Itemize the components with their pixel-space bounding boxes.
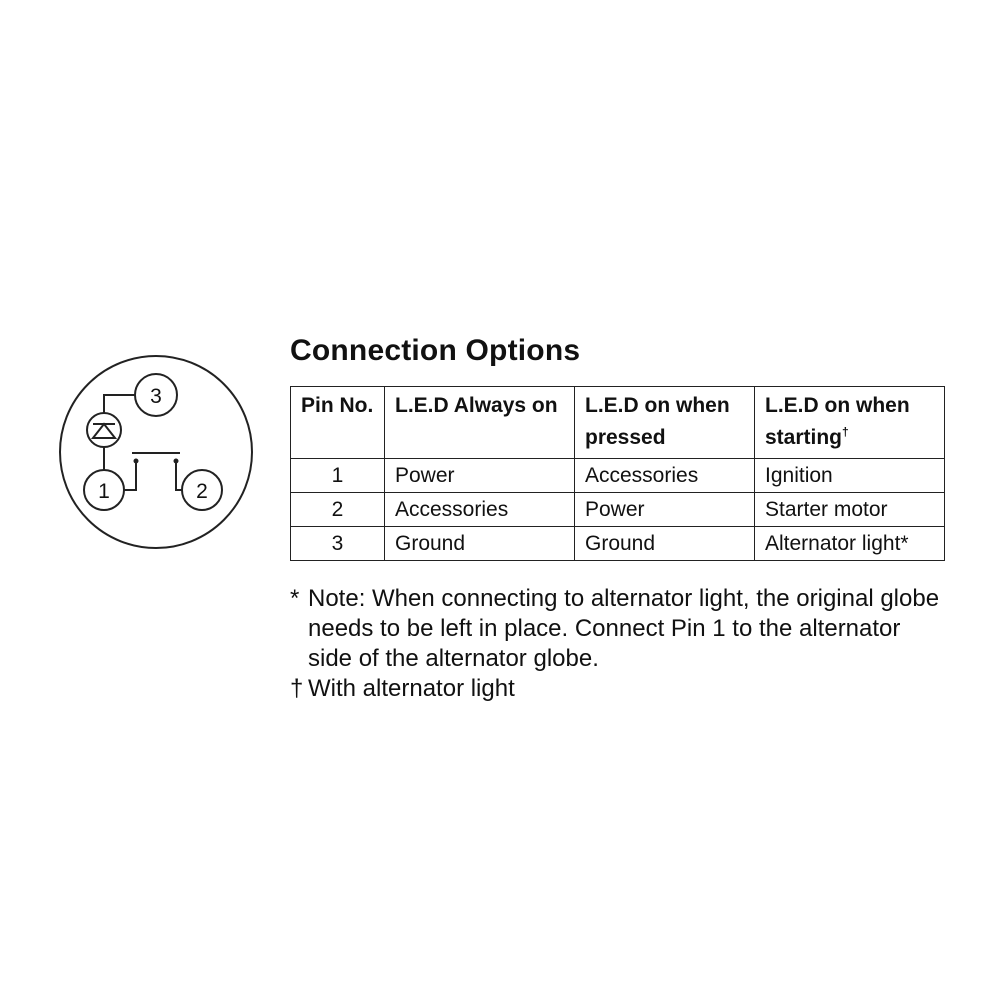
footnote-asterisk <box>290 584 950 674</box>
header-led-always-on: L.E.D Always on <box>385 387 575 459</box>
table-row <box>291 459 945 493</box>
wire-pin1-switch <box>124 463 136 490</box>
table-cell: 1 <box>291 459 385 493</box>
connection-options-table <box>290 386 945 561</box>
footnote-dagger <box>290 674 950 704</box>
switch-contact-right <box>174 459 179 464</box>
table-row <box>291 493 945 527</box>
table-cell: Accessories <box>575 459 755 493</box>
pin-wiring-diagram <box>56 352 256 552</box>
table-cell: Ground <box>575 527 755 561</box>
pin-2-label: 2 <box>196 480 208 503</box>
table-cell: Accessories <box>385 493 575 527</box>
header-led-on-when-starting-label: L.E.D on when starting <box>765 394 910 449</box>
table-cell: Power <box>385 459 575 493</box>
led-icon <box>87 413 121 447</box>
wire-pin3-led <box>104 395 135 414</box>
footnote-text: Note: When connecting to alternator light, the original globe needs to be left in place. Connect Pin 1 to the alternator side of the alternator globe. <box>308 585 940 672</box>
footnote-text: With alternator light <box>308 675 515 702</box>
table-cell: Starter motor <box>755 493 945 527</box>
pin-1-label: 1 <box>98 480 110 503</box>
switch-contact-left <box>134 459 139 464</box>
table-cell: Power <box>575 493 755 527</box>
table-cell: 3 <box>291 527 385 561</box>
section-title: Connection Options <box>290 334 581 367</box>
table-cell: Ignition <box>755 459 945 493</box>
dagger-mark: † <box>842 425 849 439</box>
table-header-row <box>291 387 945 459</box>
footnotes <box>290 584 950 704</box>
footnote-symbol: * <box>290 585 300 612</box>
table-cell: 2 <box>291 493 385 527</box>
header-led-on-when-pressed: L.E.D on when pressed <box>575 387 755 459</box>
pin-3-label: 3 <box>150 385 162 408</box>
table-cell: Ground <box>385 527 575 561</box>
header-pin-no: Pin No. <box>291 387 385 459</box>
footnote-symbol: † <box>290 675 304 702</box>
wire-switch-pin2 <box>176 463 182 490</box>
table-row <box>291 527 945 561</box>
diode-icon <box>93 424 115 438</box>
header-led-on-when-starting <box>755 387 945 459</box>
table-cell: Alternator light* <box>755 527 945 561</box>
